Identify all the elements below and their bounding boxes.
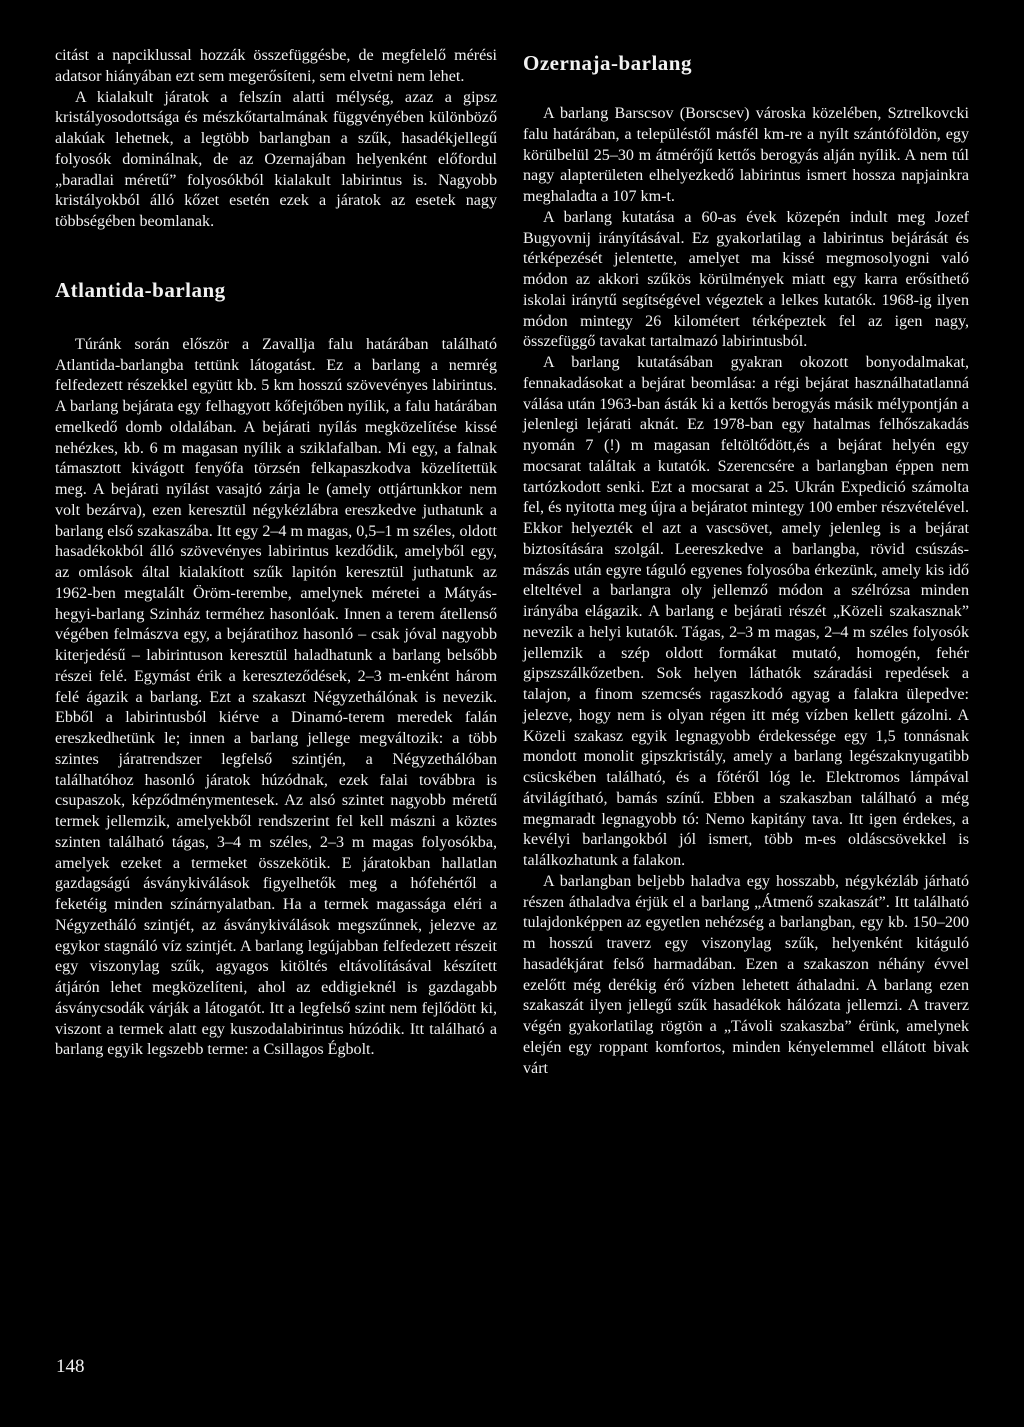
section-heading-ozernaja: Ozernaja-barlang <box>523 51 692 75</box>
atlantida-paragraph: Túránk során először a Zavallja falu határában található Atlantida-barlangba tettünk látogatást. Ez a barlang a nemrég felfedezett részekkel együtt kb. 5 km hosszú szövevényes labirintus. A barlang bejárata egy felhagyott kőfejtőben nyílik, a falu határában emelkedő domb oldalában. A bejárati nyílás megközelítése kissé nehézkes, kb. 6 m magasan nyílik a sziklafalban. Mi egy, a falnak támasztott kivágott fenyőfa törzsén felkapaszkodva közelítettük meg. A bejárati nyílást vasajtó zárja le (amely ottjártunkkor nem volt bezárva), ezen keresztül négykézlábra ereszkedve juthatunk a barlang első szakaszába. Itt egy 2–4 m magas, 0,5–1 m széles, oldott hasadékokból álló szövevényes labirintus kezdődik, amelyből egy, az omlások által kialakított szűk lapitón keresztül juthatunk az 1962-ben megtalált Öröm-terembe, amelynek méretei a Mátyás-hegyi-barlang Szinház terméhez hasonlóak. Innen a terem átellenső végében felmászva egy, a bejáratihoz hasonló – csak jóval nagyobb kiterjedésű – labirintuson keresztül haladhatunk a barlang belsőbb részei felé. Egymást érik a kereszteződések, 2–3 m-enként három felé ágazik a barlang. Ezt a szakaszt Négyzethálónak is nevezik. Ebből a labirintusból kiérve a Dinamó-terem meredek falán ereszkedhetünk le; innen a barlang jellege megváltozik: a több szintes járatrendszer legfelső szintjén, a Négyzethálóban találhatóhoz hasonló járatok húzódnak, ezek falai továbbra is csupaszok, képződménymentesek. Az alsó szintet nagyobb méretű termek jellemzik, amelyekből rendszerint fel kell mászni a köztes szinten található tágas, 3–4 m széles, 2–3 m magas folyosókba, amelyek ezeket a termeket összekötik. E járatokban hallatlan gazdagságú ásványkiválások figyelhetők meg a hófehértől a feketéig minden színárnyalatban. Ha a termek magassága eléri a Négyzetháló szintjét, az ásványkiválások megszűnnek, jelezve az egykor stagnáló víz szintjét. A barlang legújabban felfedezett részeit egy viszonylag szűk, agyagos kitöltés eltávolításával készített átjárón lehet megközelíteni, ahol az eddigieknél is gazdagabb ásványcsodák várják a látogatót. Itt a legfelső szint nem fejlődött ki, viszont a termek alatt egy kuszodalabirintus húzódik. Itt található a barlang egyik legszebb terme: a Csillagos Égbolt. <box>55 335 498 1059</box>
ozernaja-paragraph: A barlang Barscsov (Borscsev) városka közelében, Sztrelkovcki falu határában, a településtől másfél km-re a nyílt szántóföldön, egy körülbelül 25–30 m átmérőjű kettős berogyás alján nyílik. A nem túl nagy alapterületen elhelyezkedő labirintus ismert hossza napjainkra meghaladta a 107 km-t. <box>523 105 969 205</box>
left-column <box>55 46 497 1061</box>
intro-paragraph: citást a napciklussal hozzák összefüggésbe, de megfelelő mérési adatsor hiányában ezt sem megerősíteni, sem elvetni nem lehet. <box>55 47 497 85</box>
ozernaja-paragraph: A barlangban beljebb haladva egy hosszabb, négykézláb járható részen áthaladva érjük el a barlang „Átmenő szakaszát”. Itt található tulajdonképpen az egyetlen nehézség a barlangban, egy kb. 150–200 m hosszú traverz egy viszonylag szűk, helyenként kitáguló hasadékjárat felső harmadában. Ezen a szakaszon néhány évvel ezelőtt még derékig érő vízben lehetett áthaladni. A barlang ezen szakaszát ilyen jellegű szűk hasadékok hálózata jellemzi. A traverz végén gyakorlatilag rögtön a „Távoli szakaszba” érünk, amelynek elején egy roppant komfortos, minden kényelemmel ellátott bivak várt <box>523 872 969 1077</box>
ozernaja-paragraph: A barlang kutatása a 60-as évek közepén indult meg Jozef Bugyovnij irányításával. Ez gyakorlatilag a labirintus bejárását és térképezését jelentette, amelyet ma kissé megmosolyogni való módon az akkori szűkös körülmények miatt egy karra erősíthető iskolai iránytű segítségével végeztek a lelkes kutatók. 1968-ig ilyen módon mintegy 26 kilométert térképeztek fel az igen nagy, összefüggő tavakat tartalmazó labirintusból. <box>523 208 969 351</box>
page-number: 148 <box>56 1356 85 1377</box>
ozernaja-paragraph: A barlang kutatásában gyakran okozott bonyodalmakat, fennakadásokat a bejárat beomlása: a régi bejárat használhatatlanná válása után 1963-ban ásták ki a kettős berogyás másik mélypontján a jelenlegi lejárati aknát. Ez 1978-ban egy hatalmas felhőszakadás nyomán 7 (!) m magasan feltöltődött,és a bejárat helyén egy mocsarat találtak a kutatók. Szerencsére a barlangban éppen nem tartózkodott senki. Ezt a mocsarat a 25. Ukrán Expedició számolta fel, és nyitotta meg újra a bejáratot mintegy 100 ember részvételével. Ekkor helyezték el azt a vascsövet, amely jelenleg is a bejárat biztosítására szolgál. Leereszkedve a barlangba, rövid csúszás-mászás után egyre táguló egyenes folyosóba érkezünk, amely kis idő elteltével a barlangra oly jellemző módon a szélrózsa minden irányába elágazik. A barlang e bejárati részét „Közeli szakasznak” nevezik a helyi kutatók. Tágas, 2–3 m magas, 2–4 m széles folyosók jellemzik a szép oldott formákat mutató, homogén, fehér gipszszálkőzetben. Sok helyen láthatók száradási repedések a talajon, a finom szemcsés ragaszkodó agyag a falakra ülepedve: jelezve, hogy nem is olyan régen itt még vízben kellett gázolni. A Közeli szakasz egyik legnagyobb érdekessége egy 1,5 tonnásnak mondott monolit gipszkristály, amely a barlang legészaknyugatibb csücskében található, és a főtéről lóg le. Elektromos lámpával átvilágítható, bamás színű. Ebben a szakaszban található a még megmaradt legnagyobb tó: Nemo kapitány tava. Itt igen érdekes, a kevélyi barlangokból jól ismert, több m-es oldáscsövekkel is találkozhatunk a falakon. <box>523 354 969 869</box>
section-heading-atlantida: Atlantida-barlang <box>55 277 226 302</box>
intro-paragraph: A kialakult járatok a felszín alatti mélység, azaz a gipsz kristályosodottsága és mészkőtartalmának függvényében különböző alakúak lehetnek, a legtöbb barlangban a szűk, hasadékjellegű folyosók dominálnak, de az Ozernajában helyenként előfordul „baradlai méretű” folyosókból kialakult labirintus is. Nagyobb kristályokból álló kőzet esetén ezek a járatok az esetek nagy többségében beomlanak. <box>55 88 497 230</box>
right-column <box>523 50 969 1079</box>
